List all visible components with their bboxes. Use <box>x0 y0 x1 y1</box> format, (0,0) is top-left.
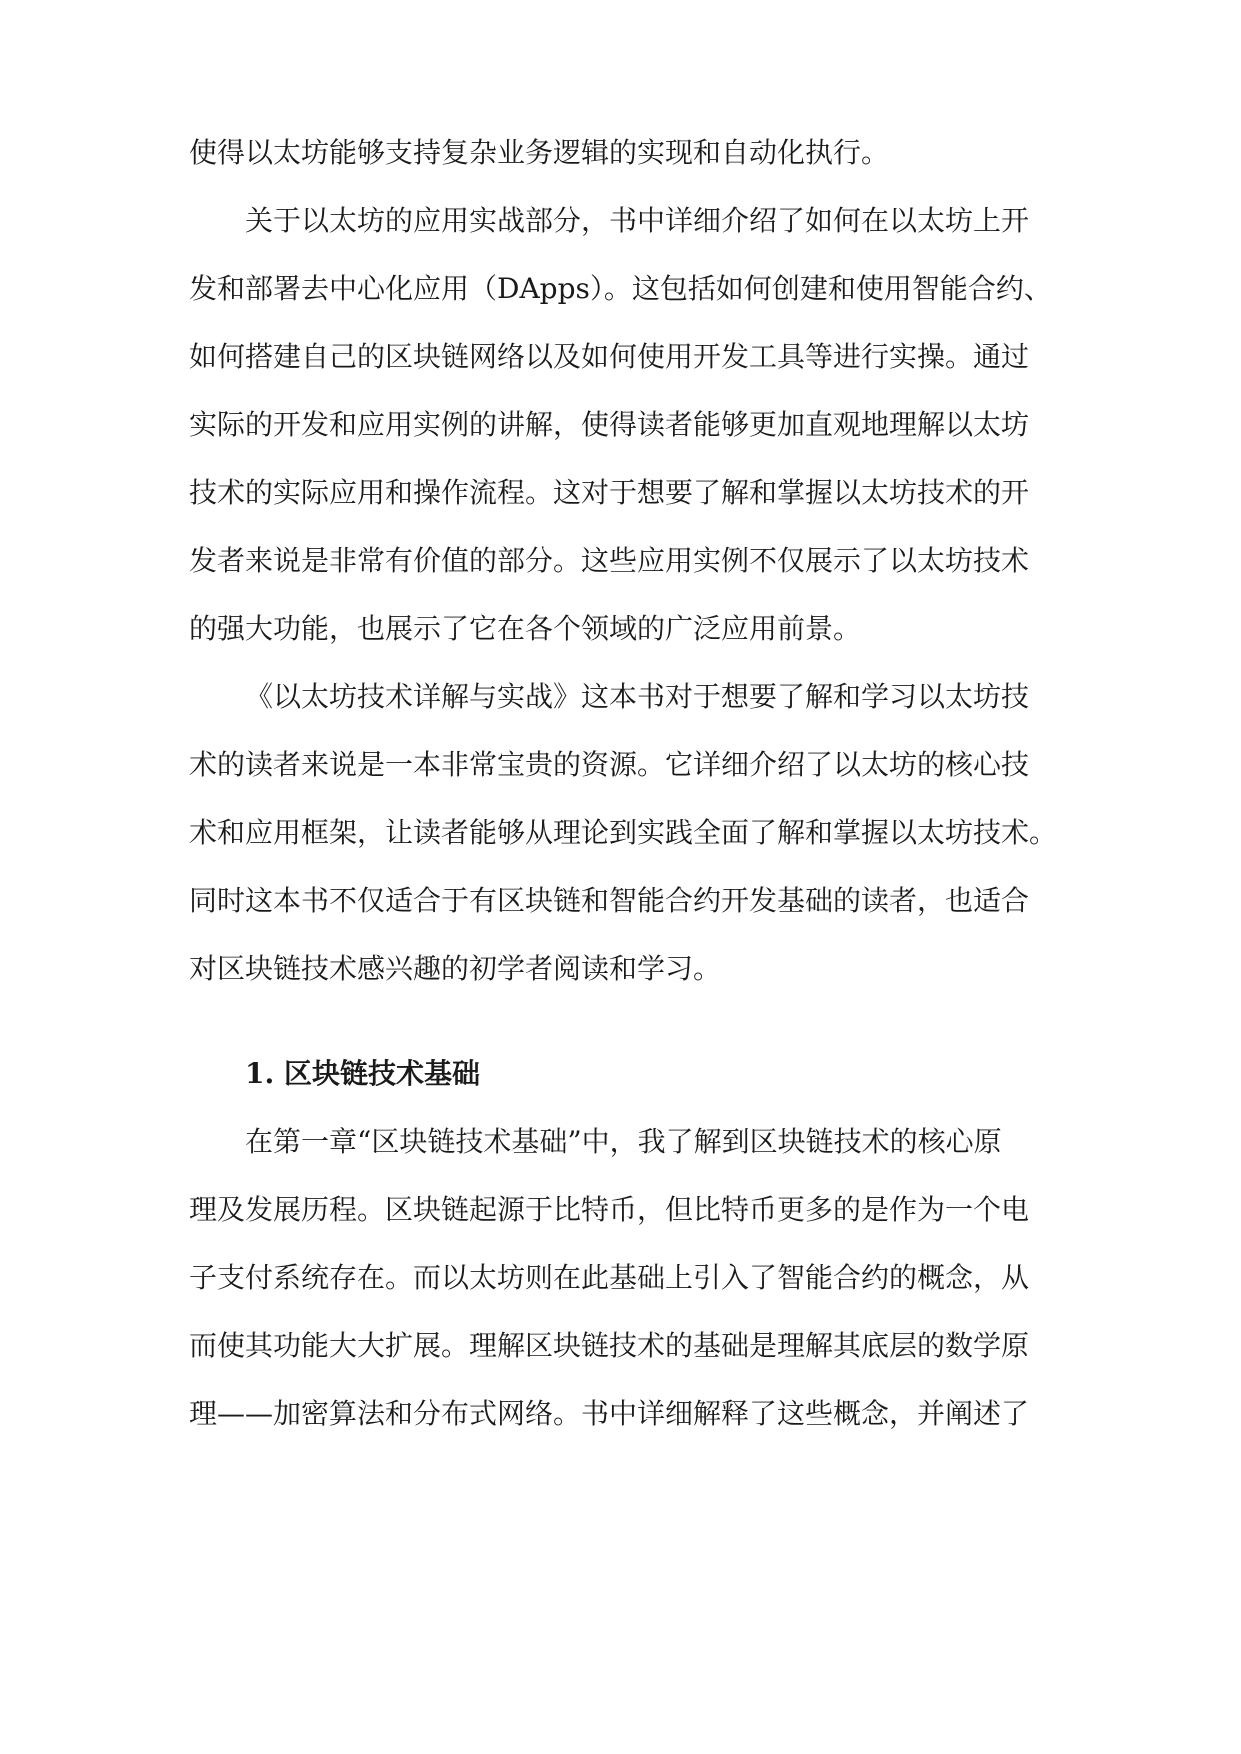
text-line: 实际的开发和应用实例的讲解，使得读者能够更加直观地理解以太坊 <box>189 408 1030 441</box>
text-line: 而使其功能大大扩展。理解区块链技术的基础是理解其底层的数学原 <box>189 1329 1030 1362</box>
text-line: 术的读者来说是一本非常宝贵的资源。它详细介绍了以太坊的核心技 <box>189 748 1030 781</box>
text-line: 在第一章“区块链技术基础”中，我了解到区块链技术的核心原 <box>245 1125 1002 1158</box>
text-line: 发和部署去中心化应用（DApps）。这包括如何创建和使用智能合约、 <box>189 272 1052 305</box>
text-line: 使得以太坊能够支持复杂业务逻辑的实现和自动化执行。 <box>189 136 890 169</box>
text-line: 发者来说是非常有价值的部分。这些应用实例不仅展示了以太坊技术 <box>189 544 1030 577</box>
text-line: 理及发展历程。区块链起源于比特币，但比特币更多的是作为一个电 <box>189 1193 1030 1226</box>
section-heading: 1. 区块链技术基础 <box>245 1057 480 1090</box>
text-line: 《以太坊技术详解与实战》这本书对于想要了解和学习以太坊技 <box>245 680 1030 713</box>
text-line: 关于以太坊的应用实战部分，书中详细介绍了如何在以太坊上开 <box>245 204 1030 237</box>
text-line: 如何搭建自己的区块链网络以及如何使用开发工具等进行实操。通过 <box>189 340 1030 373</box>
text-line: 子支付系统存在。而以太坊则在此基础上引入了智能合约的概念，从 <box>189 1261 1030 1294</box>
text-line: 技术的实际应用和操作流程。这对于想要了解和掌握以太坊技术的开 <box>189 476 1030 509</box>
text-line: 同时这本书不仅适合于有区块链和智能合约开发基础的读者，也适合 <box>189 884 1030 917</box>
text-line: 术和应用框架，让读者能够从理论到实践全面了解和掌握以太坊技术。 <box>189 816 1058 849</box>
text-line: 对区块链技术感兴趣的初学者阅读和学习。 <box>189 952 722 985</box>
text-line: 理——加密算法和分布式网络。书中详细解释了这些概念，并阐述了 <box>189 1397 1030 1430</box>
text-line: 的强大功能，也展示了它在各个领域的广泛应用前景。 <box>189 612 862 645</box>
